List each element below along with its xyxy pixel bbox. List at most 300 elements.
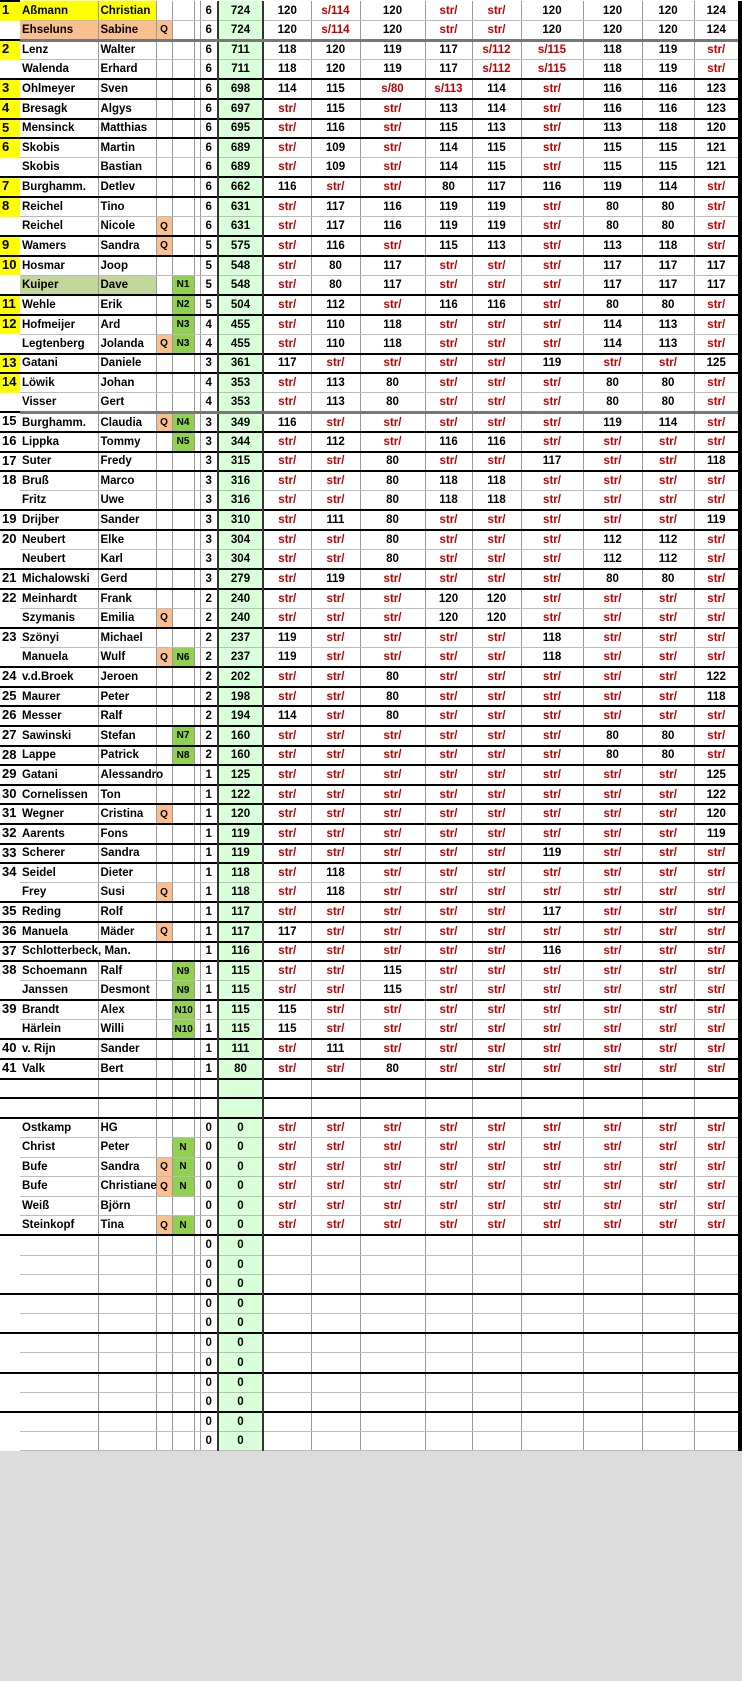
q-flag-cell: Q xyxy=(156,1216,172,1236)
n-flag-cell xyxy=(172,667,194,687)
rank-cell: 31 xyxy=(0,804,20,824)
score-cell: str/ xyxy=(360,824,425,844)
points-cell: 160 xyxy=(218,746,263,766)
score-cell: 117 xyxy=(311,197,360,217)
n-flag-cell xyxy=(172,785,194,805)
score-cell: 120 xyxy=(521,21,583,41)
score-cell: str/ xyxy=(263,1196,311,1216)
score-cell: s/80 xyxy=(360,79,425,99)
score-cell: str/ xyxy=(583,785,642,805)
last-name-cell: Ehseluns xyxy=(20,21,98,41)
rank-cell xyxy=(0,1373,20,1393)
score-cell: str/ xyxy=(642,491,694,511)
rounds-cell: 0 xyxy=(200,1196,218,1216)
score-cell: 117 xyxy=(521,452,583,472)
score-cell: str/ xyxy=(360,1118,425,1138)
score-cell: str/ xyxy=(425,315,472,335)
q-flag-cell xyxy=(156,550,172,570)
score-cell: 119 xyxy=(425,217,472,237)
score-cell: str/ xyxy=(583,687,642,707)
score-cell: str/ xyxy=(360,804,425,824)
q-flag-cell xyxy=(156,1020,172,1040)
score-cell xyxy=(694,1235,740,1255)
rounds-cell: 4 xyxy=(200,334,218,354)
score-cell xyxy=(425,1392,472,1412)
score-cell: str/ xyxy=(642,667,694,687)
q-flag-cell xyxy=(156,432,172,452)
score-cell xyxy=(311,1353,360,1373)
last-name-cell xyxy=(20,1294,98,1314)
n-flag-cell: N10 xyxy=(172,1020,194,1040)
n-flag-cell xyxy=(172,21,194,41)
score-cell xyxy=(521,1079,583,1099)
n-flag-cell xyxy=(172,1373,194,1393)
score-cell: str/ xyxy=(425,628,472,648)
rank-cell xyxy=(0,1314,20,1334)
score-cell: 80 xyxy=(642,726,694,746)
rank-cell xyxy=(0,1294,20,1314)
last-name-cell: Drijber xyxy=(20,510,98,530)
score-cell: 80 xyxy=(642,373,694,393)
rank-cell xyxy=(0,1431,20,1451)
score-cell: str/ xyxy=(311,765,360,785)
score-cell: str/ xyxy=(642,1118,694,1138)
score-cell: 116 xyxy=(472,295,521,315)
score-cell xyxy=(263,1235,311,1255)
score-cell: str/ xyxy=(694,432,740,452)
last-name-cell: Wamers xyxy=(20,236,98,256)
score-cell: 114 xyxy=(642,177,694,197)
score-cell: 112 xyxy=(311,432,360,452)
score-cell: str/ xyxy=(425,1157,472,1177)
n-flag-cell xyxy=(172,1333,194,1353)
score-cell: str/ xyxy=(263,1118,311,1138)
last-name-cell: Visser xyxy=(20,393,98,413)
score-cell: 113 xyxy=(583,236,642,256)
score-cell: 119 xyxy=(642,40,694,60)
score-cell: 119 xyxy=(263,628,311,648)
q-flag-cell: Q xyxy=(156,608,172,628)
score-cell: str/ xyxy=(425,1059,472,1079)
n-flag-cell xyxy=(172,393,194,413)
score-cell: str/ xyxy=(694,40,740,60)
score-cell: str/ xyxy=(425,1137,472,1157)
last-name-cell: Christ xyxy=(20,1137,98,1157)
score-cell: 80 xyxy=(583,569,642,589)
rounds-cell: 1 xyxy=(200,1039,218,1059)
score-cell xyxy=(694,1314,740,1334)
score-cell: str/ xyxy=(360,138,425,158)
score-cell: str/ xyxy=(311,804,360,824)
points-cell: 198 xyxy=(218,687,263,707)
n-flag-cell xyxy=(172,942,194,962)
score-cell: 117 xyxy=(360,275,425,295)
score-cell: str/ xyxy=(642,1216,694,1236)
score-cell: str/ xyxy=(360,177,425,197)
score-cell: 118 xyxy=(642,236,694,256)
score-cell: str/ xyxy=(311,902,360,922)
score-cell: 109 xyxy=(311,138,360,158)
score-cell: str/ xyxy=(521,158,583,178)
last-name-cell: Aarents xyxy=(20,824,98,844)
rounds-cell: 1 xyxy=(200,1020,218,1040)
score-cell: str/ xyxy=(583,1020,642,1040)
score-cell: str/ xyxy=(425,393,472,413)
score-cell xyxy=(694,1333,740,1353)
score-cell xyxy=(263,1275,311,1295)
score-cell: str/ xyxy=(694,1177,740,1197)
q-flag-cell xyxy=(156,706,172,726)
score-cell: str/ xyxy=(360,1196,425,1216)
score-cell: str/ xyxy=(472,765,521,785)
q-flag-cell xyxy=(156,471,172,491)
first-name-cell: Nicole xyxy=(98,217,156,237)
score-cell: str/ xyxy=(583,452,642,472)
rank-cell xyxy=(0,217,20,237)
score-cell: str/ xyxy=(360,902,425,922)
rounds-cell: 6 xyxy=(200,138,218,158)
points-cell: 119 xyxy=(218,844,263,864)
table-row xyxy=(0,1157,740,1177)
score-cell: 117 xyxy=(694,275,740,295)
points-cell: 548 xyxy=(218,256,263,276)
rank-cell: 8 xyxy=(0,197,20,217)
score-cell: str/ xyxy=(311,726,360,746)
score-cell: str/ xyxy=(311,922,360,942)
first-name-cell: Joop xyxy=(98,256,156,276)
score-cell: 116 xyxy=(583,79,642,99)
score-cell xyxy=(694,1079,740,1099)
rank-cell: 26 xyxy=(0,706,20,726)
score-cell: str/ xyxy=(263,667,311,687)
rank-cell: 39 xyxy=(0,1000,20,1020)
first-name-cell: Dieter xyxy=(98,863,156,883)
rank-cell xyxy=(0,21,20,41)
last-name-cell: Gatani xyxy=(20,354,98,374)
score-cell: str/ xyxy=(642,883,694,903)
score-cell: str/ xyxy=(521,1020,583,1040)
first-name-cell: Bastian xyxy=(98,158,156,178)
score-cell: str/ xyxy=(311,942,360,962)
table-row xyxy=(0,510,740,530)
score-cell xyxy=(583,1098,642,1118)
points-cell: 0 xyxy=(218,1196,263,1216)
score-cell: str/ xyxy=(694,315,740,335)
points-cell: 349 xyxy=(218,412,263,432)
score-cell xyxy=(360,1235,425,1255)
score-cell: str/ xyxy=(583,628,642,648)
score-cell: 124 xyxy=(694,1,740,21)
n-flag-cell: N10 xyxy=(172,1000,194,1020)
table-row xyxy=(0,217,740,237)
score-cell: 118 xyxy=(360,315,425,335)
score-cell: str/ xyxy=(694,863,740,883)
score-cell: str/ xyxy=(521,217,583,237)
score-cell: 120 xyxy=(360,1,425,21)
n-flag-cell: N7 xyxy=(172,726,194,746)
rounds-cell: 1 xyxy=(200,804,218,824)
points-cell: 115 xyxy=(218,1020,263,1040)
rank-cell: 21 xyxy=(0,569,20,589)
score-cell: str/ xyxy=(694,393,740,413)
last-name-cell: Szymanis xyxy=(20,608,98,628)
score-cell: 117 xyxy=(425,40,472,60)
last-name-cell: Sawinski xyxy=(20,726,98,746)
score-cell: 118 xyxy=(263,40,311,60)
q-flag-cell: Q xyxy=(156,236,172,256)
rank-cell: 30 xyxy=(0,785,20,805)
rank-cell xyxy=(0,1020,20,1040)
score-cell: str/ xyxy=(360,844,425,864)
first-name-cell: Erhard xyxy=(98,60,156,80)
q-flag-cell xyxy=(156,119,172,139)
points-cell: 361 xyxy=(218,354,263,374)
rounds-cell: 2 xyxy=(200,589,218,609)
score-cell: str/ xyxy=(642,844,694,864)
last-name-cell: Ohlmeyer xyxy=(20,79,98,99)
q-flag-cell: Q xyxy=(156,1177,172,1197)
score-cell: str/ xyxy=(521,432,583,452)
score-cell: str/ xyxy=(425,942,472,962)
first-name-cell: Martin xyxy=(98,138,156,158)
score-cell: 116 xyxy=(263,412,311,432)
points-cell: 115 xyxy=(218,961,263,981)
score-cell: 115 xyxy=(311,99,360,119)
score-cell xyxy=(642,1275,694,1295)
points-cell: 0 xyxy=(218,1216,263,1236)
score-cell: 118 xyxy=(311,883,360,903)
points-cell: 724 xyxy=(218,21,263,41)
n-flag-cell xyxy=(172,1,194,21)
score-cell xyxy=(694,1275,740,1295)
table-row xyxy=(0,1235,740,1255)
n-flag-cell xyxy=(172,452,194,472)
score-cell xyxy=(425,1079,472,1099)
table-row xyxy=(0,667,740,687)
score-cell: str/ xyxy=(521,1216,583,1236)
points-cell: 662 xyxy=(218,177,263,197)
rank-cell xyxy=(0,648,20,668)
score-cell: str/ xyxy=(263,883,311,903)
score-cell: 80 xyxy=(360,373,425,393)
score-cell: str/ xyxy=(583,922,642,942)
score-cell: 80 xyxy=(360,510,425,530)
score-cell xyxy=(694,1098,740,1118)
name-cell: Schlotterbeck, Man. xyxy=(20,942,156,962)
score-cell: 119 xyxy=(521,844,583,864)
score-cell: str/ xyxy=(263,1059,311,1079)
first-name-cell: Detlev xyxy=(98,177,156,197)
rounds-cell: 2 xyxy=(200,608,218,628)
score-cell: 120 xyxy=(425,608,472,628)
score-cell xyxy=(521,1235,583,1255)
first-name-cell: Sandra xyxy=(98,844,156,864)
score-cell: 110 xyxy=(311,315,360,335)
score-cell xyxy=(642,1294,694,1314)
rank-cell: 14 xyxy=(0,373,20,393)
score-cell: str/ xyxy=(263,1039,311,1059)
table-row xyxy=(0,648,740,668)
q-flag-cell xyxy=(156,726,172,746)
score-cell: str/ xyxy=(311,530,360,550)
score-cell xyxy=(263,1079,311,1099)
score-cell xyxy=(360,1392,425,1412)
score-cell: str/ xyxy=(521,569,583,589)
n-flag-cell xyxy=(172,1118,194,1138)
score-cell: str/ xyxy=(694,334,740,354)
q-flag-cell xyxy=(156,1333,172,1353)
n-flag-cell xyxy=(172,628,194,648)
score-cell: 113 xyxy=(642,334,694,354)
rounds-cell: 1 xyxy=(200,844,218,864)
score-cell: str/ xyxy=(263,334,311,354)
score-cell: str/ xyxy=(694,981,740,1001)
score-cell xyxy=(694,1255,740,1275)
last-name-cell: Lappe xyxy=(20,746,98,766)
score-cell: 117 xyxy=(360,256,425,276)
score-cell: str/ xyxy=(311,687,360,707)
points-cell: 120 xyxy=(218,804,263,824)
last-name-cell: Aßmann xyxy=(20,1,98,21)
score-cell: str/ xyxy=(425,1020,472,1040)
score-cell: str/ xyxy=(263,158,311,178)
last-name-cell xyxy=(20,1255,98,1275)
table-row xyxy=(0,432,740,452)
rounds-cell: 0 xyxy=(200,1255,218,1275)
last-name-cell: Meinhardt xyxy=(20,589,98,609)
first-name-cell: Michael xyxy=(98,628,156,648)
table-row xyxy=(0,1177,740,1197)
points-cell: 80 xyxy=(218,1059,263,1079)
n-flag-cell xyxy=(172,40,194,60)
table-row xyxy=(0,40,740,60)
score-cell: 109 xyxy=(311,158,360,178)
rounds-cell: 6 xyxy=(200,60,218,80)
points-cell: 240 xyxy=(218,589,263,609)
score-cell: str/ xyxy=(583,863,642,883)
q-flag-cell: Q xyxy=(156,334,172,354)
score-cell: str/ xyxy=(583,706,642,726)
score-cell: 80 xyxy=(360,706,425,726)
rounds-cell: 1 xyxy=(200,765,218,785)
score-cell: str/ xyxy=(642,824,694,844)
last-name-cell xyxy=(20,1431,98,1451)
rounds-cell: 1 xyxy=(200,863,218,883)
score-cell: 120 xyxy=(694,119,740,139)
score-cell: str/ xyxy=(472,1196,521,1216)
score-cell: str/ xyxy=(472,981,521,1001)
score-cell: str/ xyxy=(583,765,642,785)
score-cell: 116 xyxy=(583,99,642,119)
rounds-cell: 0 xyxy=(200,1137,218,1157)
rank-cell xyxy=(0,883,20,903)
score-cell: 80 xyxy=(642,197,694,217)
score-cell: 115 xyxy=(263,1020,311,1040)
last-name-cell: Walenda xyxy=(20,60,98,80)
rank-cell: 40 xyxy=(0,1039,20,1059)
rounds-cell: 3 xyxy=(200,491,218,511)
score-cell: 118 xyxy=(425,491,472,511)
rounds-cell: 3 xyxy=(200,452,218,472)
score-cell xyxy=(360,1275,425,1295)
n-flag-cell: N5 xyxy=(172,432,194,452)
q-flag-cell xyxy=(156,99,172,119)
points-cell: 0 xyxy=(218,1275,263,1295)
score-cell: str/ xyxy=(425,354,472,374)
score-cell: str/ xyxy=(583,1177,642,1197)
score-cell xyxy=(263,1255,311,1275)
score-cell: str/ xyxy=(263,1216,311,1236)
points-cell: 316 xyxy=(218,491,263,511)
rank-cell xyxy=(0,275,20,295)
score-cell: str/ xyxy=(425,550,472,570)
score-cell: 123 xyxy=(694,79,740,99)
n-flag-cell xyxy=(172,844,194,864)
points-cell: 575 xyxy=(218,236,263,256)
table-row xyxy=(0,1118,740,1138)
n-flag-cell: N1 xyxy=(172,275,194,295)
score-cell: 80 xyxy=(642,569,694,589)
score-cell: 115 xyxy=(360,981,425,1001)
score-cell: 117 xyxy=(583,275,642,295)
points-cell xyxy=(218,1079,263,1099)
table-row xyxy=(0,687,740,707)
score-cell xyxy=(583,1255,642,1275)
rank-cell: 28 xyxy=(0,746,20,766)
score-cell xyxy=(425,1353,472,1373)
score-cell: str/ xyxy=(583,1118,642,1138)
score-cell: str/ xyxy=(472,21,521,41)
score-cell: str/ xyxy=(642,706,694,726)
table-row xyxy=(0,1392,740,1412)
score-cell: str/ xyxy=(311,550,360,570)
score-cell xyxy=(311,1235,360,1255)
points-cell: 689 xyxy=(218,158,263,178)
score-cell: str/ xyxy=(360,99,425,119)
score-cell: str/ xyxy=(311,667,360,687)
rounds-cell: 2 xyxy=(200,667,218,687)
score-cell: str/ xyxy=(425,373,472,393)
table-row xyxy=(0,373,740,393)
score-cell: str/ xyxy=(311,1000,360,1020)
score-cell: str/ xyxy=(263,687,311,707)
last-name-cell: Ostkamp xyxy=(20,1118,98,1138)
score-cell: 116 xyxy=(521,177,583,197)
score-cell: str/ xyxy=(521,961,583,981)
n-flag-cell xyxy=(172,471,194,491)
score-cell xyxy=(360,1098,425,1118)
score-cell xyxy=(472,1412,521,1432)
score-cell: str/ xyxy=(642,354,694,374)
q-flag-cell xyxy=(156,1294,172,1314)
score-cell: 80 xyxy=(311,256,360,276)
score-cell: str/ xyxy=(583,844,642,864)
score-cell: 113 xyxy=(311,393,360,413)
last-name-cell: Bufe xyxy=(20,1177,98,1197)
score-cell: str/ xyxy=(425,1216,472,1236)
rounds-cell: 5 xyxy=(200,275,218,295)
score-cell: s/115 xyxy=(521,60,583,80)
n-flag-cell xyxy=(172,158,194,178)
score-cell: 80 xyxy=(642,295,694,315)
score-cell: str/ xyxy=(263,550,311,570)
table-row xyxy=(0,942,740,962)
n-flag-cell: N3 xyxy=(172,315,194,335)
score-cell: str/ xyxy=(472,687,521,707)
score-cell: str/ xyxy=(425,785,472,805)
rounds-cell: 4 xyxy=(200,373,218,393)
score-cell: 119 xyxy=(472,197,521,217)
